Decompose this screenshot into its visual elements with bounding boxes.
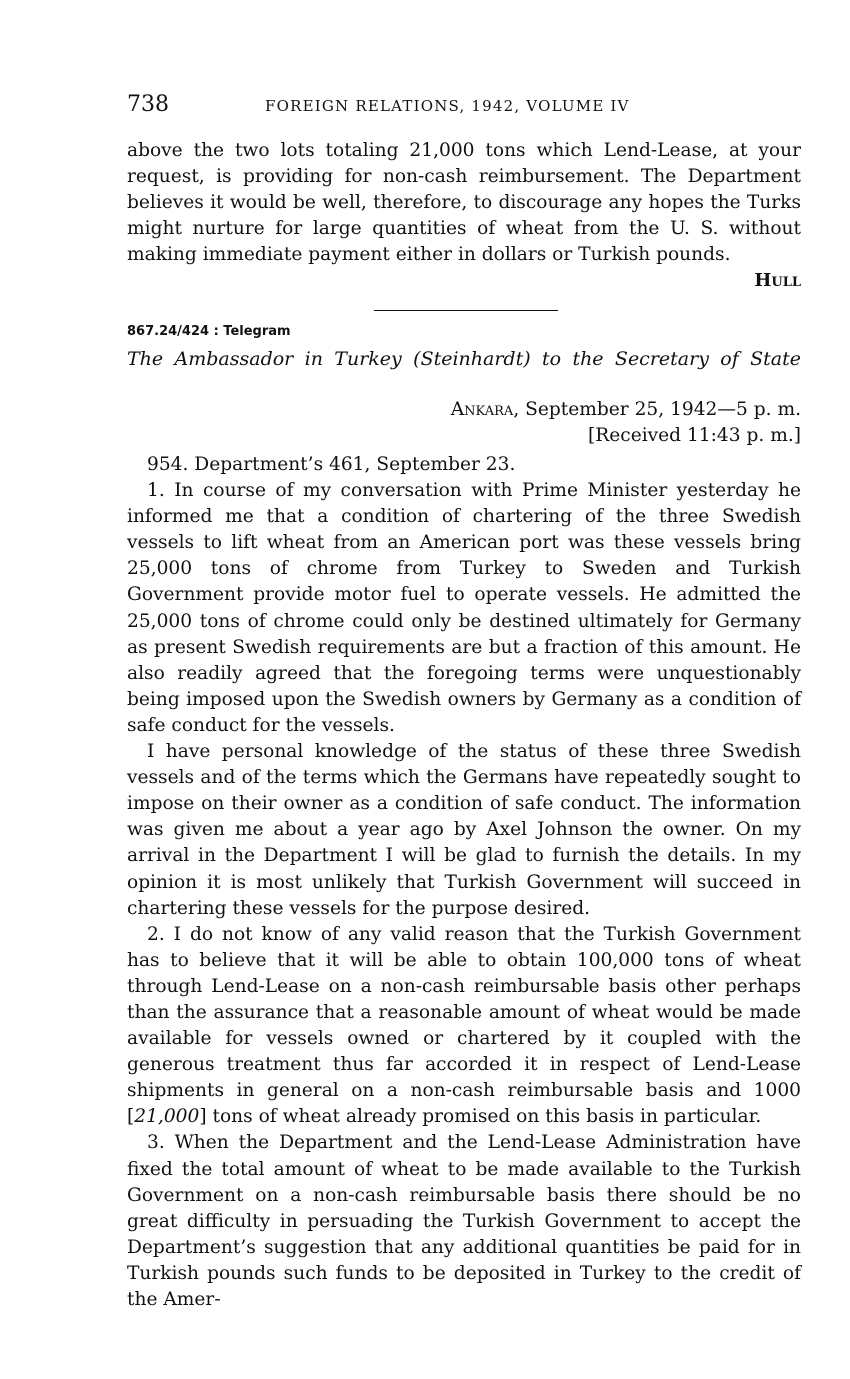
file-reference: 867.24/424 : Telegram	[127, 324, 291, 339]
signature: Hull	[754, 270, 801, 292]
editorial-correction: 21,000	[134, 1106, 200, 1128]
running-head	[127, 92, 801, 122]
section-divider	[374, 310, 558, 311]
paragraph-2	[127, 922, 801, 1131]
paragraph-3: 3. When the Department and the Lend-Lease Administration have fixed the total amount of wheat to be made available to the Turkish Government on a non-cash reimbursable basis there should be no great difficulty in persuading the Turkish Government to accept the Department’s suggestion that any additional quantities be paid for in Turkish pounds such funds to be deposited in Turkey to the credit of the Amer-	[127, 1132, 801, 1310]
paragraph-2-text-before: 2. I do not know of any valid reason that the Turkish Government has to believe that it will be able to obtain 100,000 tons of wheat through Lend-Lease on a non-cash reimbursable basis other perhaps than the assurance that a reasonable amount of wheat would be made available for vessels owned or chartered by it coupled with the generous treatment thus far accorded it in respect of Lend-Lease shipments in general on a non-cash reimbursable basis and 1000 [	[127, 923, 801, 1128]
page-number: 738	[127, 92, 169, 117]
continuation-block	[127, 138, 801, 294]
paragraph-knowledge: I have personal knowledge of the status of these three Swedish vessels and of the terms which the Germans have repeatedly sought to impose on their owner as a condition of safe conduct. The information was given me about a year ago by Axel Johnson the owner. On my arrival in the Department I will be glad to furnish the details. In my opinion it is most unlikely that Turkish Government will succeed in chartering these vessels for the purpose desired.	[127, 741, 801, 919]
running-title: FOREIGN RELATIONS, 1942, VOLUME IV	[265, 97, 630, 115]
paragraph-reference: 954. Department’s 461, September 23.	[147, 454, 516, 475]
paragraph-2-text-after: ] tons of wheat already promised on this basis in particular.	[199, 1106, 762, 1128]
telegram-body	[127, 452, 801, 1313]
dateline-date: , September 25, 1942—5 p. m.	[513, 399, 801, 420]
dateline-sent	[451, 397, 801, 423]
continuation-paragraph: above the two lots totaling 21,000 tons which Lend-Lease, at your request, is providing for non-cash reimbursement. The Department believes it would be well, therefore, to discourage any hopes the Turks might nurture for large quantities of wheat from the U. S. without making immediate payment either in dollars or Turkish pounds.	[127, 140, 801, 266]
dateline-received: [Received 11:43 p. m.]	[588, 425, 801, 446]
document-heading: The Ambassador in Turkey (Steinhardt) to the Secretary of State	[127, 348, 801, 370]
dateline-place: Ankara	[450, 399, 514, 420]
dateline	[451, 397, 801, 449]
paragraph-1: 1. In course of my conversation with Prime Minister yesterday he informed me that a condition of chartering of the three Swedish vessels to lift wheat from an American port was these vessels bring 25,000 tons of chrome from Turkey to Sweden and Turkish Government provide motor fuel to operate vessels. He admitted the 25,000 tons of chrome could only be destined ultimately for Germany as present Swedish requirements are but a fraction of this amount. He also readily agreed that the foregoing terms were unquestionably being imposed upon the Swedish owners by Germany as a condition of safe conduct for the vessels.	[127, 480, 801, 736]
